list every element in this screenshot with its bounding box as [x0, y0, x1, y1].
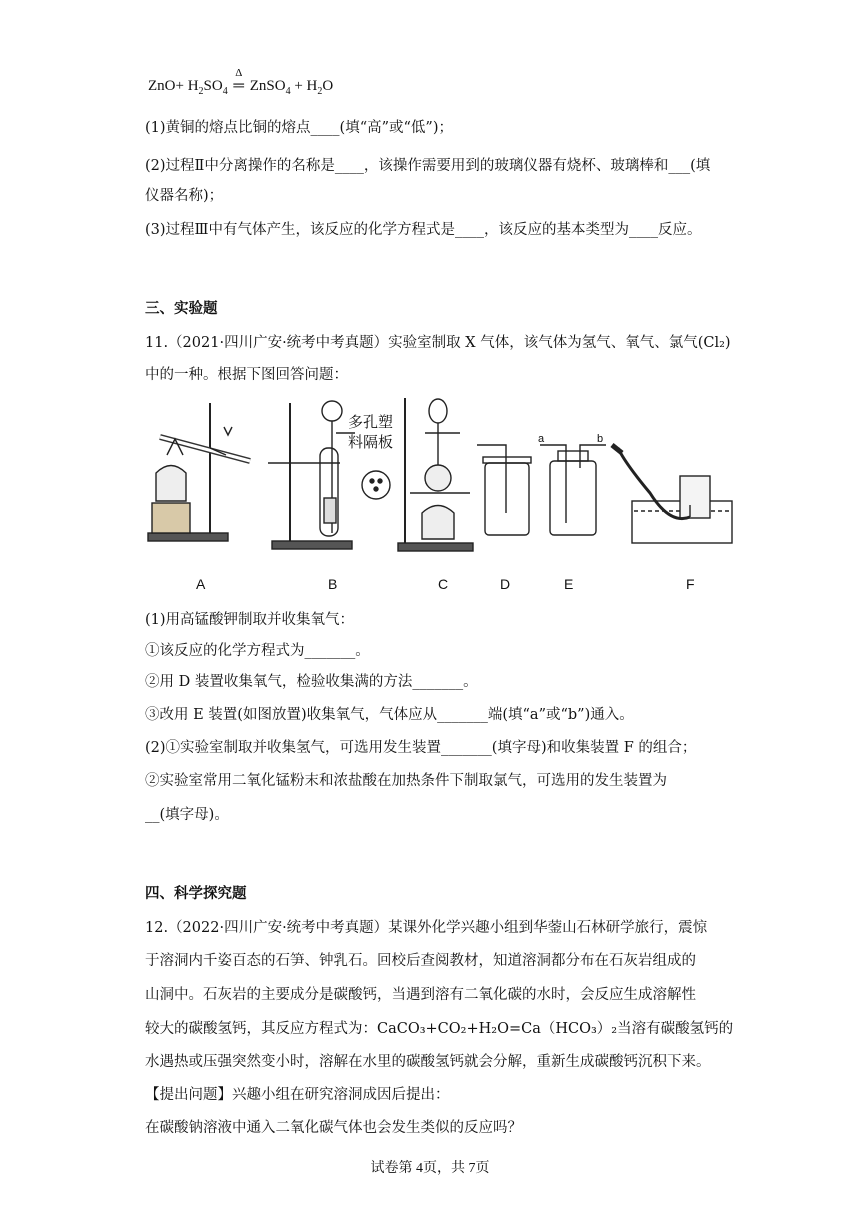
page-footer: 试卷第 4页，共 7页: [370, 1161, 490, 1176]
tube-b-label: b: [597, 433, 604, 445]
q12-line1: 12.（2022·四川广安·统考中考真题）某课外化学兴趣小组到华蓥山石林研学旅行，震惊: [145, 920, 708, 936]
q10-part1: (1)黄铜的熔点比铜的熔点____(填“高”或“低”)；: [145, 120, 454, 136]
reaction-equation: [148, 67, 728, 102]
figure-label-d: D: [500, 576, 511, 592]
q10-part3: (3)过程Ⅲ中有气体产生，该反应的化学方程式是____，该反应的基本类型为____反应。: [145, 222, 702, 238]
equation-product-end: O: [322, 78, 334, 94]
q10-part2: (2)过程Ⅱ中分离操作的名称是____，该操作需要用到的玻璃仪器有烧杯、玻璃棒和___(填: [145, 158, 711, 174]
plate-label-2: 料隔板: [348, 434, 394, 451]
apparatus-d: [477, 445, 531, 535]
q12-line2: 于溶洞内千姿百态的石笋、钟乳石。回校后查阅教材，知道溶洞都分布在石灰岩组成的: [145, 953, 696, 969]
plate-label-1: 多孔塑: [348, 414, 394, 431]
q11-part2-a: (2)①实验室制取并收集氢气，可选用发生装置_______(填字母)和收集装置 F 的组合；: [145, 740, 697, 756]
q12-line4: 较大的碳酸氢钙，其反应方程式为：CaCO₃+CO₂+H₂O=Ca（HCO₃）₂当溶有碳酸氢钙的: [145, 1021, 734, 1037]
figure-label-a: A: [196, 576, 206, 592]
q12-line5: 水遇热或压强突然变小时，溶解在水里的碳酸氢钙就会分解，重新生成碳酸钙沉积下来。: [145, 1054, 711, 1070]
figure-label-c: C: [438, 576, 449, 592]
section-heading-experiment: 三、实验题: [145, 300, 218, 317]
q11-part1-c: ③改用 E 装置(如图放置)收集氧气，气体应从_______端(填“a”或“b”)通入。: [145, 707, 634, 723]
equation-subscript: 4: [285, 86, 291, 97]
tube-a-label: a: [538, 433, 545, 445]
q11-part2-b: ②实验室常用二氧化锰粉末和浓盐酸在加热条件下制取氯气，可选用的发生装置为: [145, 773, 667, 789]
q12-line7: 在碳酸钠溶液中通入二氧化碳气体也会发生类似的反应吗？: [145, 1120, 522, 1136]
equation-product: ZnSO: [249, 78, 286, 94]
equation-subscript: 4: [222, 86, 228, 97]
equation-subscript: 2: [317, 86, 323, 97]
apparatus-f: [612, 445, 732, 543]
figure-label-b: B: [328, 576, 338, 592]
apparatus-a: [148, 403, 250, 541]
equation-reactant: ZnO+ H: [148, 78, 199, 94]
q12-line3: 山洞中。石灰岩的主要成分是碳酸钙，当遇到溶有二氧化碳的水时，会反应生成溶解性: [145, 987, 696, 1003]
apparatus-e: [540, 445, 606, 535]
apparatus-c: [398, 398, 473, 551]
equation-subscript: 2: [198, 86, 204, 97]
q11-part1-b: ②用 D 装置收集氧气，检验收集满的方法_______。: [145, 674, 478, 690]
q11-part2-b-cont: __(填字母)。: [145, 807, 229, 823]
q11-stem: 11.（2021·四川广安·统考中考真题）实验室制取 X 气体，该气体为氢气、氧气、氯气(Cl₂): [145, 335, 731, 351]
apparatus-figure: [140, 393, 740, 603]
equation-reactant-part: SO: [203, 78, 223, 94]
section-heading-inquiry: 四、科学探究题: [145, 885, 247, 902]
q12-line6: 【提出问题】兴趣小组在研究溶洞成因后提出：: [145, 1087, 450, 1103]
q11-part1-a: ①该反应的化学方程式为_______。: [145, 643, 370, 659]
q10-part2-cont: 仪器名称)；: [145, 188, 224, 204]
figure-label-e: E: [564, 576, 574, 592]
heat-condition-label: Δ: [235, 67, 243, 79]
equation-product-part: + H: [290, 78, 318, 94]
equation-arrow: Δ ═: [228, 76, 250, 96]
figure-label-f: F: [686, 576, 695, 592]
q11-stem-cont: 中的一种。根据下图回答问题：: [145, 367, 348, 383]
q11-part1: (1)用高锰酸钾制取并收集氧气：: [145, 612, 355, 628]
